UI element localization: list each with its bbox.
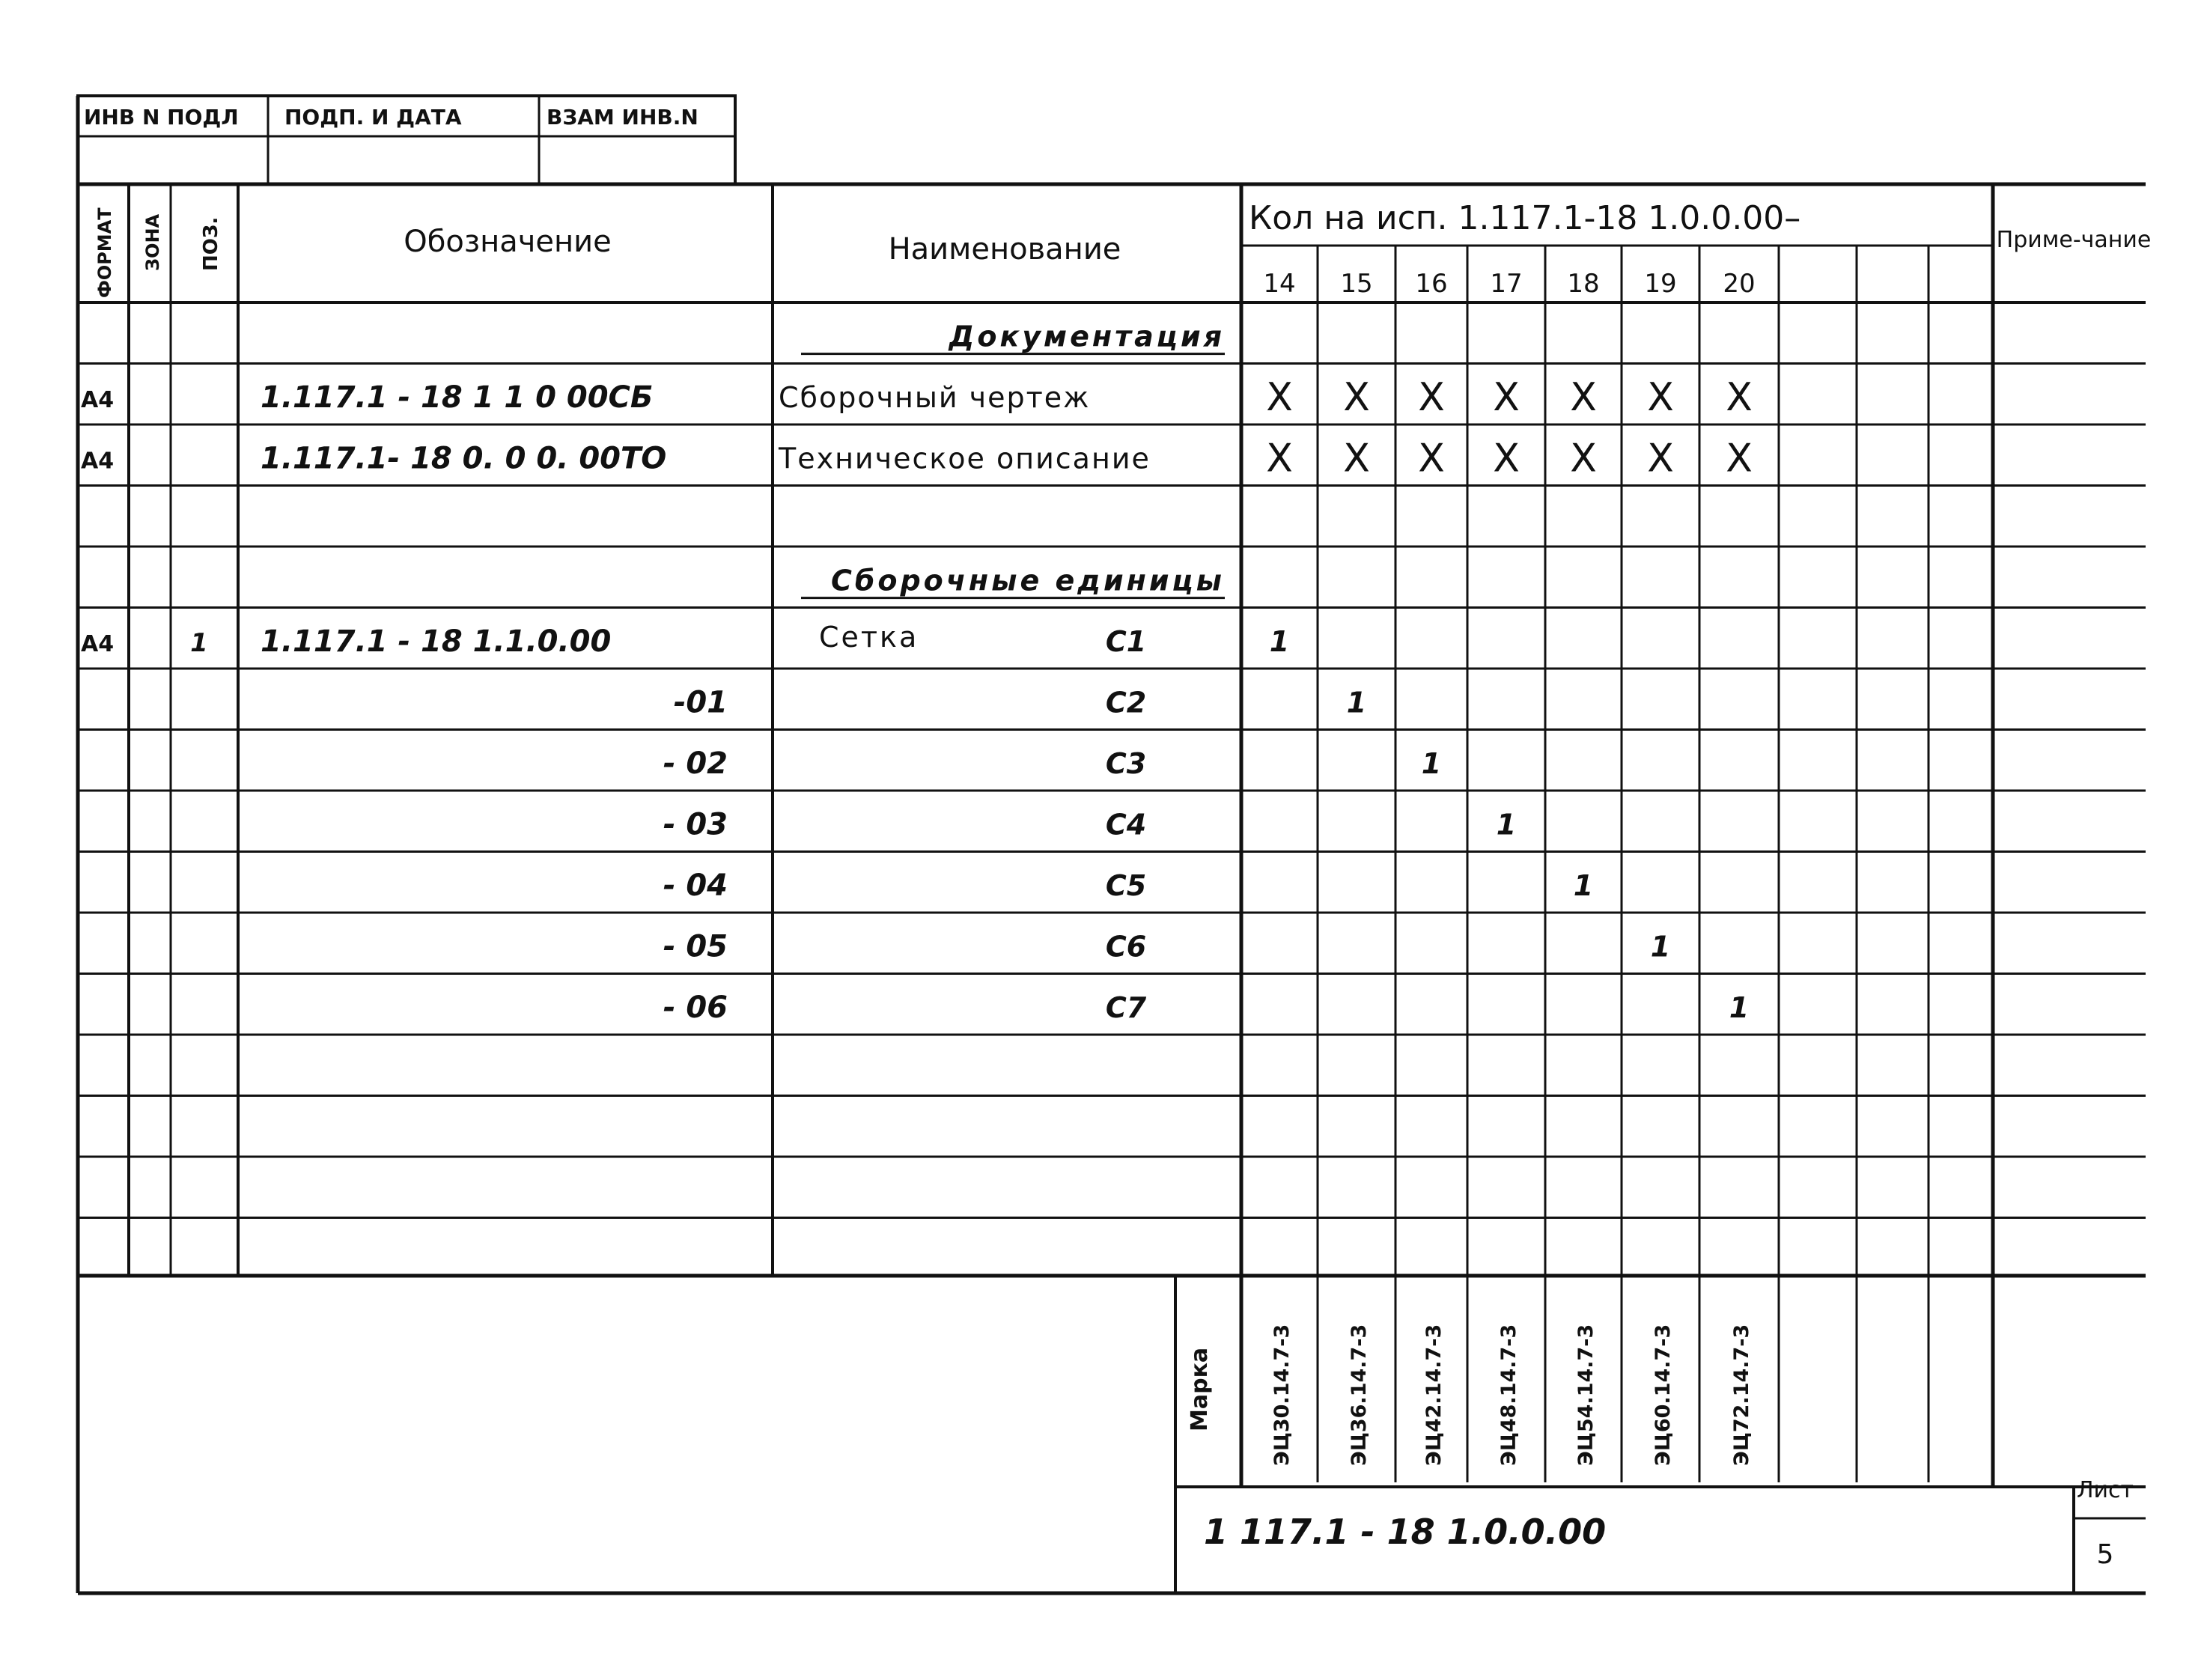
table-rows xyxy=(81,320,1753,1026)
marka-row xyxy=(1187,1324,1753,1466)
qty-cell-value: 1 xyxy=(1346,686,1367,719)
qty-cell-mark: X xyxy=(1418,436,1445,481)
qty-cell-mark: X xyxy=(1647,375,1674,421)
table-row xyxy=(663,746,1441,781)
qty-cell-mark: X xyxy=(1493,375,1520,421)
table-row xyxy=(663,990,1749,1025)
row-variant-suffix: - 04 xyxy=(663,868,728,904)
document-number: 1 117.1 - 18 1.0.0.00 xyxy=(1204,1512,1607,1552)
variant-header-19: 19 xyxy=(1644,269,1677,299)
row-designation: 1.117.1 - 18 1 1 0 00СБ xyxy=(261,380,654,416)
qty-cell-value: 1 xyxy=(1729,991,1750,1025)
variant-header-14: 14 xyxy=(1263,269,1296,299)
qty-cell-value: 1 xyxy=(1421,747,1442,781)
section-heading: Сборочные единицы xyxy=(830,564,1225,597)
variant-header-15: 15 xyxy=(1340,269,1373,299)
table-row xyxy=(663,930,1670,964)
header-qty-title: Кол на исп. 1.117.1-18 1.0.0.00– xyxy=(1249,199,1801,237)
qty-cell-mark: X xyxy=(1266,436,1293,481)
table-row xyxy=(81,375,1753,420)
marka-label: Марка xyxy=(1187,1347,1213,1431)
header-designation: Обозначение xyxy=(404,225,612,259)
marka-value: ЭЦ48.14.7-3 xyxy=(1497,1324,1520,1466)
row-variant-suffix: - 03 xyxy=(663,807,728,842)
qty-cell-mark: X xyxy=(1570,375,1597,421)
qty-cell-value: 1 xyxy=(1573,869,1594,903)
row-variant-suffix: - 06 xyxy=(663,990,728,1026)
row-format: А4 xyxy=(81,448,115,475)
variant-header-20: 20 xyxy=(1723,269,1756,299)
table-row xyxy=(801,564,1225,598)
table-row xyxy=(663,808,1516,842)
row-name: Сборочный чертеж xyxy=(779,381,1091,415)
qty-cell-value: 1 xyxy=(1269,625,1290,659)
marka-value: ЭЦ36.14.7-3 xyxy=(1348,1324,1371,1466)
marka-value: ЭЦ60.14.7-3 xyxy=(1652,1324,1675,1466)
qty-cell-mark: X xyxy=(1647,436,1674,481)
header-format: ФОРМАТ xyxy=(94,207,115,298)
qty-cell-value: 1 xyxy=(1496,808,1517,841)
row-variant-suffix: -01 xyxy=(673,685,728,720)
title-block xyxy=(1204,1477,2134,1570)
header-zone: ЗОНА xyxy=(142,213,163,271)
stamp-sign-header: ПОДП. И ДАТА xyxy=(284,105,462,130)
marka-value: ЭЦ72.14.7-3 xyxy=(1730,1324,1753,1466)
row-mark: С1 xyxy=(1105,625,1147,659)
table-row xyxy=(81,436,1753,481)
row-mark: С5 xyxy=(1105,869,1147,903)
stamp-inv-header: ИНВ N ПОДЛ xyxy=(84,105,239,130)
column-headers xyxy=(94,199,2151,298)
variant-header-18: 18 xyxy=(1567,269,1600,299)
header-note: Приме-чание xyxy=(1996,227,2152,253)
table-row xyxy=(801,320,1225,354)
row-name: Сетка xyxy=(819,621,919,654)
qty-cell-mark: X xyxy=(1493,436,1520,481)
table-row xyxy=(663,868,1593,903)
row-mark: С3 xyxy=(1105,747,1147,781)
marka-value: ЭЦ30.14.7-3 xyxy=(1270,1324,1294,1466)
row-variant-suffix: - 05 xyxy=(663,929,728,964)
row-mark: С7 xyxy=(1105,991,1147,1025)
section-heading: Документация xyxy=(949,320,1225,353)
archive-stamp xyxy=(78,96,735,184)
sheet-label: Лист xyxy=(2076,1477,2134,1503)
row-designation: 1.117.1- 18 0. 0 0. 00ТО xyxy=(261,441,667,476)
row-name: Техническое описание xyxy=(779,442,1151,475)
row-mark: С6 xyxy=(1105,930,1147,964)
marka-value: ЭЦ54.14.7-3 xyxy=(1574,1324,1598,1466)
row-format: А4 xyxy=(81,387,115,414)
row-designation: 1.117.1 - 18 1.1.0.00 xyxy=(261,624,612,660)
qty-cell-mark: X xyxy=(1726,436,1753,481)
qty-cell-value: 1 xyxy=(1650,930,1671,964)
qty-cell-mark: X xyxy=(1343,375,1370,421)
variant-header-17: 17 xyxy=(1490,269,1523,299)
stamp-replace-header: ВЗАМ ИНВ.N xyxy=(547,105,698,130)
qty-cell-mark: X xyxy=(1343,436,1370,481)
header-pos: ПОЗ. xyxy=(200,216,222,271)
row-position: 1 xyxy=(190,628,208,659)
variant-header-16: 16 xyxy=(1415,269,1448,299)
row-mark: С4 xyxy=(1105,808,1147,841)
header-name: Наименование xyxy=(888,232,1121,267)
row-mark: С2 xyxy=(1105,686,1147,719)
variant-headers xyxy=(1263,269,1755,299)
table-row xyxy=(674,686,1366,720)
qty-cell-mark: X xyxy=(1266,375,1293,421)
marka-value: ЭЦ42.14.7-3 xyxy=(1422,1324,1446,1466)
row-variant-suffix: - 02 xyxy=(663,746,728,782)
qty-cell-mark: X xyxy=(1418,375,1445,421)
qty-cell-mark: X xyxy=(1726,375,1753,421)
qty-cell-mark: X xyxy=(1570,436,1597,481)
row-format: А4 xyxy=(81,631,115,658)
table-row xyxy=(81,621,1289,659)
sheet-number: 5 xyxy=(2096,1539,2114,1570)
